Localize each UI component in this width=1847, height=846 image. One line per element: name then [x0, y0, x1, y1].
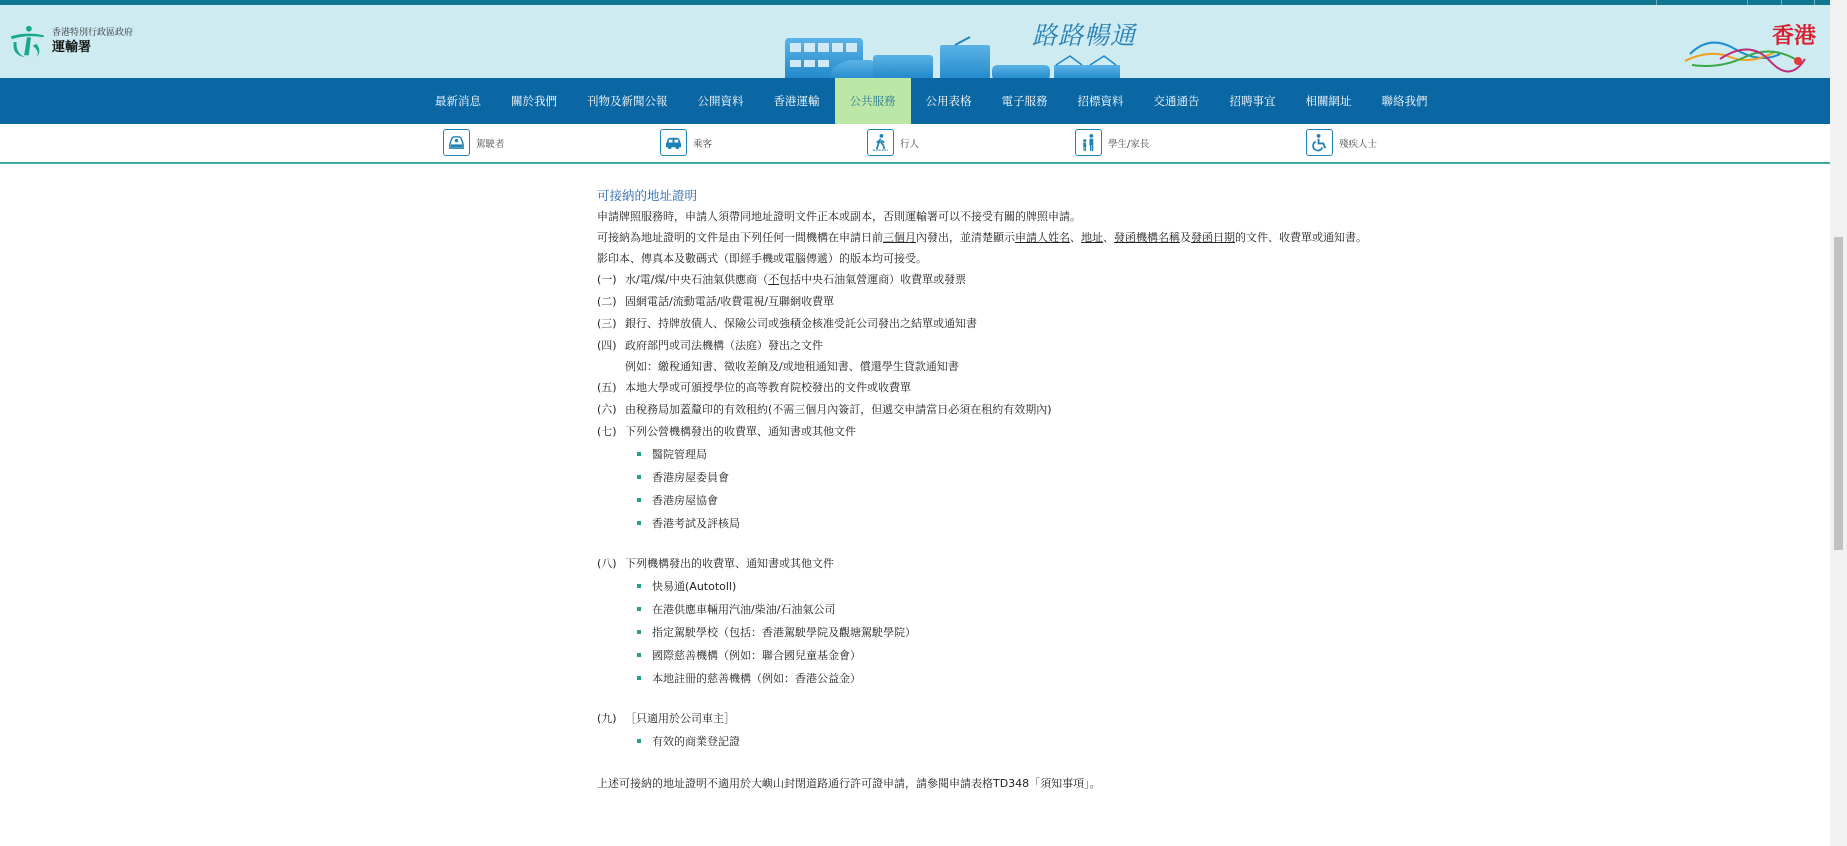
audience-nav	[0, 124, 1830, 164]
brand-hk-logo	[1680, 19, 1820, 74]
nav-item-contact-us[interactable]: 聯絡我們	[1381, 94, 1428, 108]
page-title: 可接納的地址證明	[597, 188, 698, 203]
wheelchair-icon	[1306, 129, 1333, 156]
gov-name: 香港特別行政區政府	[52, 28, 134, 38]
criteria-paragraph: 可接納為地址證明的文件是由下列任何一間機構在申請日前三個月內發出，並清楚顯示申請人姓名、地址、發函機構名稱及發函日期的文件、收費單或通知書。	[597, 231, 1367, 244]
banner-vehicles	[770, 10, 1160, 80]
td-emblem-icon	[8, 23, 46, 61]
audience-label: 行人	[900, 138, 920, 150]
list-item: (六) 由稅務局加蓋釐印的有效租約(不需三個月內簽訂，但遞交申請當日必須在租約有效期內)	[597, 403, 1052, 416]
list-item: (一) 水/電/煤/中央石油氣供應商（不包括中央石油氣營運商）收費單或發票	[597, 273, 967, 286]
nav-item-about-us[interactable]: 關於我們	[511, 94, 557, 108]
emphasis-issue-date: 發函日期	[1191, 231, 1235, 244]
audience-label: 駕駛者	[476, 138, 505, 150]
audience-item-driver[interactable]	[443, 129, 505, 156]
audience-item-pedestrian[interactable]	[867, 129, 919, 156]
list-item: (三) 銀行、持牌放債人、保險公司或強積金核准受託公司發出之結單或通知書	[597, 317, 977, 330]
bullet-item: 香港考試及評核局	[637, 512, 1597, 535]
copies-paragraph: 影印本、傳真本及數碼式（即經手機或電腦傳遞）的版本均可接受。	[597, 252, 927, 265]
td-logo[interactable]	[8, 23, 133, 61]
main-nav	[0, 78, 1830, 124]
bullet-item: 快易通(Autotoll)	[637, 575, 1597, 598]
list-item-example: 例如：繳稅通知書、徵收差餉及/或地租通知書、償還學生貸款通知書	[625, 360, 959, 373]
list-item: (二) 固網電話/流動電話/收費電視/互聯網收費單	[597, 295, 835, 308]
bullet-item: 國際慈善機構（例如：聯合國兒童基金會）	[637, 644, 1597, 667]
nav-item-public-services[interactable]: 公共服務	[835, 78, 911, 124]
page-scrollbar[interactable]	[1830, 0, 1847, 846]
nav-item-hk-transport[interactable]: 香港運輸	[773, 94, 820, 108]
list-item: (七) 下列公營機構發出的收費單、通知書或其他文件	[597, 425, 856, 438]
driver-icon	[443, 129, 470, 156]
audience-label: 殘疾人士	[1339, 138, 1378, 150]
student-parent-icon	[1075, 129, 1102, 156]
dept-name: 運輸署	[52, 40, 92, 55]
list-item: (五) 本地大學或可頒授學位的高等教育院校發出的文件或收費單	[597, 381, 911, 394]
emphasis-issuer-name: 發函機構名稱	[1114, 231, 1180, 244]
list-item: (九) ［只適用於公司車主］	[597, 712, 735, 725]
brand-hk-text: 香港	[1771, 24, 1816, 49]
bullet-list	[597, 443, 1597, 535]
spacer	[597, 690, 1597, 708]
bullet-item: 香港房屋委員會	[637, 466, 1597, 489]
emphasis-address: 地址	[1081, 231, 1103, 244]
audience-item-passenger[interactable]	[660, 129, 712, 156]
nav-item-recruitment[interactable]: 招聘事宜	[1229, 94, 1276, 108]
audience-item-disabled[interactable]	[1306, 129, 1377, 156]
audience-label: 學生/家長	[1108, 138, 1150, 150]
nav-item-latest-news[interactable]: 最新消息	[435, 94, 481, 108]
audience-label: 乘客	[693, 138, 713, 150]
emphasis-applicant-name: 申請人姓名	[1015, 231, 1070, 244]
main-content	[597, 186, 1597, 794]
nav-item-forms[interactable]: 公用表格	[925, 94, 972, 108]
intro-paragraph: 申請牌照服務時，申請人須帶同地址證明文件正本或副本，否則運輸署可以不接受有關的牌照申請。	[597, 210, 1081, 223]
list-item: (八) 下列機構發出的收費單、通知書或其他文件	[597, 557, 834, 570]
pedestrian-icon	[867, 129, 894, 156]
slogan: 路路暢通	[1032, 21, 1137, 50]
nav-item-publications[interactable]: 刊物及新聞公報	[587, 94, 668, 108]
nav-item-public-info[interactable]: 公開資料	[697, 94, 744, 108]
nav-item-tenders[interactable]: 招標資料	[1077, 94, 1124, 108]
footnote: 上述可接納的地址證明不適用於大嶼山封閉道路通行許可證申請，請參閱申請表格TD348「須知事項」。	[597, 777, 1101, 790]
bullet-item: 指定駕駛學校（包括：香港駕駛學院及觀塘駕駛學院）	[637, 621, 1597, 644]
nav-item-e-services[interactable]: 電子服務	[1001, 94, 1048, 108]
site-header	[0, 5, 1830, 78]
scrollbar-thumb[interactable]	[1834, 237, 1843, 550]
bullet-list	[597, 730, 1597, 753]
nav-item-related-links[interactable]: 相關網址	[1305, 94, 1352, 108]
audience-item-student-parent[interactable]	[1075, 129, 1149, 156]
nav-item-traffic-notices[interactable]: 交通通告	[1153, 94, 1200, 108]
list-item: (四) 政府部門或司法機構（法庭）發出之文件	[597, 339, 823, 352]
passenger-car-icon	[660, 129, 687, 156]
bullet-item: 香港房屋協會	[637, 489, 1597, 512]
bullet-item: 有效的商業登記證	[637, 730, 1597, 753]
bullet-item: 本地註冊的慈善機構（例如：香港公益金）	[637, 667, 1597, 690]
bullet-item: 在港供應車輛用汽油/柴油/石油氣公司	[637, 598, 1597, 621]
bullet-item: 醫院管理局	[637, 443, 1597, 466]
emphasis-three-months: 三個月	[883, 231, 916, 244]
spacer	[597, 753, 1597, 773]
spacer	[597, 535, 1597, 553]
bullet-list	[597, 575, 1597, 690]
